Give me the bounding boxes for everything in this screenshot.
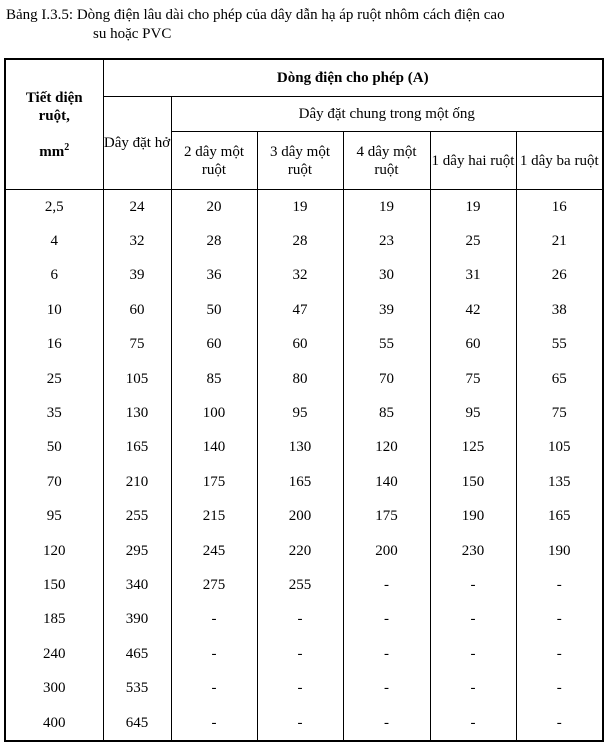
header-column-5: 1 dây ba ruột [516,132,603,190]
header-allowed-current: Dòng điện cho phép (A) [103,59,603,97]
table-row [5,224,603,258]
current-value-cell: - [257,671,343,705]
current-value-cell: 165 [103,431,171,465]
table-row [5,500,603,534]
current-value-cell: 50 [171,293,257,327]
table-header [5,59,603,190]
header-in-conduit: Dây đặt chung trong một ống [171,97,603,132]
cross-section-cell: 25 [5,362,103,396]
current-value-cell: 19 [343,190,430,225]
table-row [5,465,603,499]
current-value-cell: 175 [343,500,430,534]
current-value-cell: 19 [257,190,343,225]
current-value-cell: 105 [103,362,171,396]
current-value-cell: 19 [430,190,516,225]
table-row [5,362,603,396]
current-value-cell: 340 [103,568,171,602]
current-value-cell: 85 [343,396,430,430]
current-value-cell: - [343,603,430,637]
current-value-cell: 60 [171,328,257,362]
current-value-cell: 190 [430,500,516,534]
current-value-cell: 80 [257,362,343,396]
current-value-cell: 95 [430,396,516,430]
current-value-cell: 32 [257,259,343,293]
current-value-cell: 275 [171,568,257,602]
cross-section-cell: 4 [5,224,103,258]
header-unit-exponent: 2 [64,141,70,153]
current-value-cell: 20 [171,190,257,225]
header-cross-section-unit: mm [39,143,65,160]
current-value-cell: - [430,671,516,705]
table-row [5,706,603,741]
current-value-cell: 28 [171,224,257,258]
current-value-cell: 25 [430,224,516,258]
table-row [5,568,603,602]
current-value-cell: 645 [103,706,171,741]
table-row [5,603,603,637]
current-value-cell: 16 [516,190,603,225]
cross-section-cell: 16 [5,328,103,362]
current-value-cell: - [516,568,603,602]
current-value-cell: - [343,671,430,705]
current-value-cell: 535 [103,671,171,705]
current-value-cell: 295 [103,534,171,568]
table-row [5,293,603,327]
current-value-cell: 140 [171,431,257,465]
header-cross-section-line2: ruột, [38,107,70,124]
current-value-cell: 140 [343,465,430,499]
current-value-cell: 23 [343,224,430,258]
current-value-cell: 175 [171,465,257,499]
cross-section-cell: 35 [5,396,103,430]
cross-section-cell: 150 [5,568,103,602]
current-value-cell: - [516,706,603,741]
current-value-cell: - [171,603,257,637]
cross-section-cell: 400 [5,706,103,741]
cross-section-cell: 240 [5,637,103,671]
current-value-cell: 200 [343,534,430,568]
current-value-cell: - [257,603,343,637]
current-value-cell: - [343,706,430,741]
current-value-cell: 100 [171,396,257,430]
current-value-cell: - [430,568,516,602]
current-value-cell: 150 [430,465,516,499]
table-row [5,190,603,225]
caption-line1: Bảng I.3.5: Dòng điện lâu dài cho phép của dây dẫn hạ áp ruột nhôm cách điện cao [6,7,505,23]
header-column-3: 4 dây một ruột [343,132,430,190]
current-value-cell: - [257,637,343,671]
cross-section-cell: 6 [5,259,103,293]
table-row [5,534,603,568]
cross-section-cell: 95 [5,500,103,534]
current-value-cell: 24 [103,190,171,225]
cross-section-cell: 120 [5,534,103,568]
header-column-4: 1 dây hai ruột [430,132,516,190]
current-value-cell: 210 [103,465,171,499]
current-value-cell: 200 [257,500,343,534]
current-value-cell: 230 [430,534,516,568]
current-value-cell: 215 [171,500,257,534]
current-value-cell: 255 [103,500,171,534]
caption-line2: su hoặc PVC [93,26,172,42]
header-cross-section-line1: Tiết diện [25,89,83,106]
current-value-cell: 220 [257,534,343,568]
table-row [5,259,603,293]
current-value-cell: 39 [103,259,171,293]
current-value-cell: - [430,706,516,741]
cross-section-cell: 50 [5,431,103,465]
current-value-cell: 75 [430,362,516,396]
current-value-cell: 165 [257,465,343,499]
current-value-cell: - [430,637,516,671]
table-body [5,190,603,742]
current-value-cell: 465 [103,637,171,671]
header-open-wiring: Dây đặt hở [103,97,171,190]
current-value-cell: - [516,671,603,705]
current-value-cell: - [516,603,603,637]
header-column-1: 2 dây một ruột [171,132,257,190]
table-row [5,328,603,362]
current-value-cell: 55 [516,328,603,362]
current-value-cell: 190 [516,534,603,568]
current-capacity-table [4,58,604,742]
cross-section-cell: 300 [5,671,103,705]
cross-section-cell: 10 [5,293,103,327]
current-value-cell: 105 [516,431,603,465]
table-row [5,396,603,430]
current-value-cell: 47 [257,293,343,327]
table-caption [6,6,604,44]
current-value-cell: 135 [516,465,603,499]
header-cross-section [5,59,103,190]
cross-section-cell: 70 [5,465,103,499]
current-value-cell: - [257,706,343,741]
current-value-cell: - [343,637,430,671]
current-value-cell: 32 [103,224,171,258]
table-row [5,637,603,671]
current-value-cell: 21 [516,224,603,258]
current-value-cell: 26 [516,259,603,293]
current-value-cell: - [171,671,257,705]
current-value-cell: 39 [343,293,430,327]
current-value-cell: 130 [257,431,343,465]
current-value-cell: - [516,637,603,671]
table-row [5,431,603,465]
current-value-cell: - [430,603,516,637]
current-value-cell: 60 [257,328,343,362]
current-value-cell: 38 [516,293,603,327]
current-value-cell: 255 [257,568,343,602]
current-value-cell: - [343,568,430,602]
header-column-2: 3 dây một ruột [257,132,343,190]
current-value-cell: 75 [516,396,603,430]
current-value-cell: 36 [171,259,257,293]
current-value-cell: 31 [430,259,516,293]
current-value-cell: 390 [103,603,171,637]
current-value-cell: 85 [171,362,257,396]
current-value-cell: 60 [103,293,171,327]
current-value-cell: 55 [343,328,430,362]
current-value-cell: - [171,706,257,741]
current-value-cell: 120 [343,431,430,465]
current-value-cell: 60 [430,328,516,362]
current-value-cell: 75 [103,328,171,362]
current-value-cell: - [171,637,257,671]
current-value-cell: 125 [430,431,516,465]
current-value-cell: 165 [516,500,603,534]
current-value-cell: 65 [516,362,603,396]
cross-section-cell: 2,5 [5,190,103,225]
cross-section-cell: 185 [5,603,103,637]
current-value-cell: 70 [343,362,430,396]
current-value-cell: 42 [430,293,516,327]
current-value-cell: 28 [257,224,343,258]
current-value-cell: 130 [103,396,171,430]
table-row [5,671,603,705]
current-value-cell: 95 [257,396,343,430]
current-value-cell: 245 [171,534,257,568]
current-value-cell: 30 [343,259,430,293]
